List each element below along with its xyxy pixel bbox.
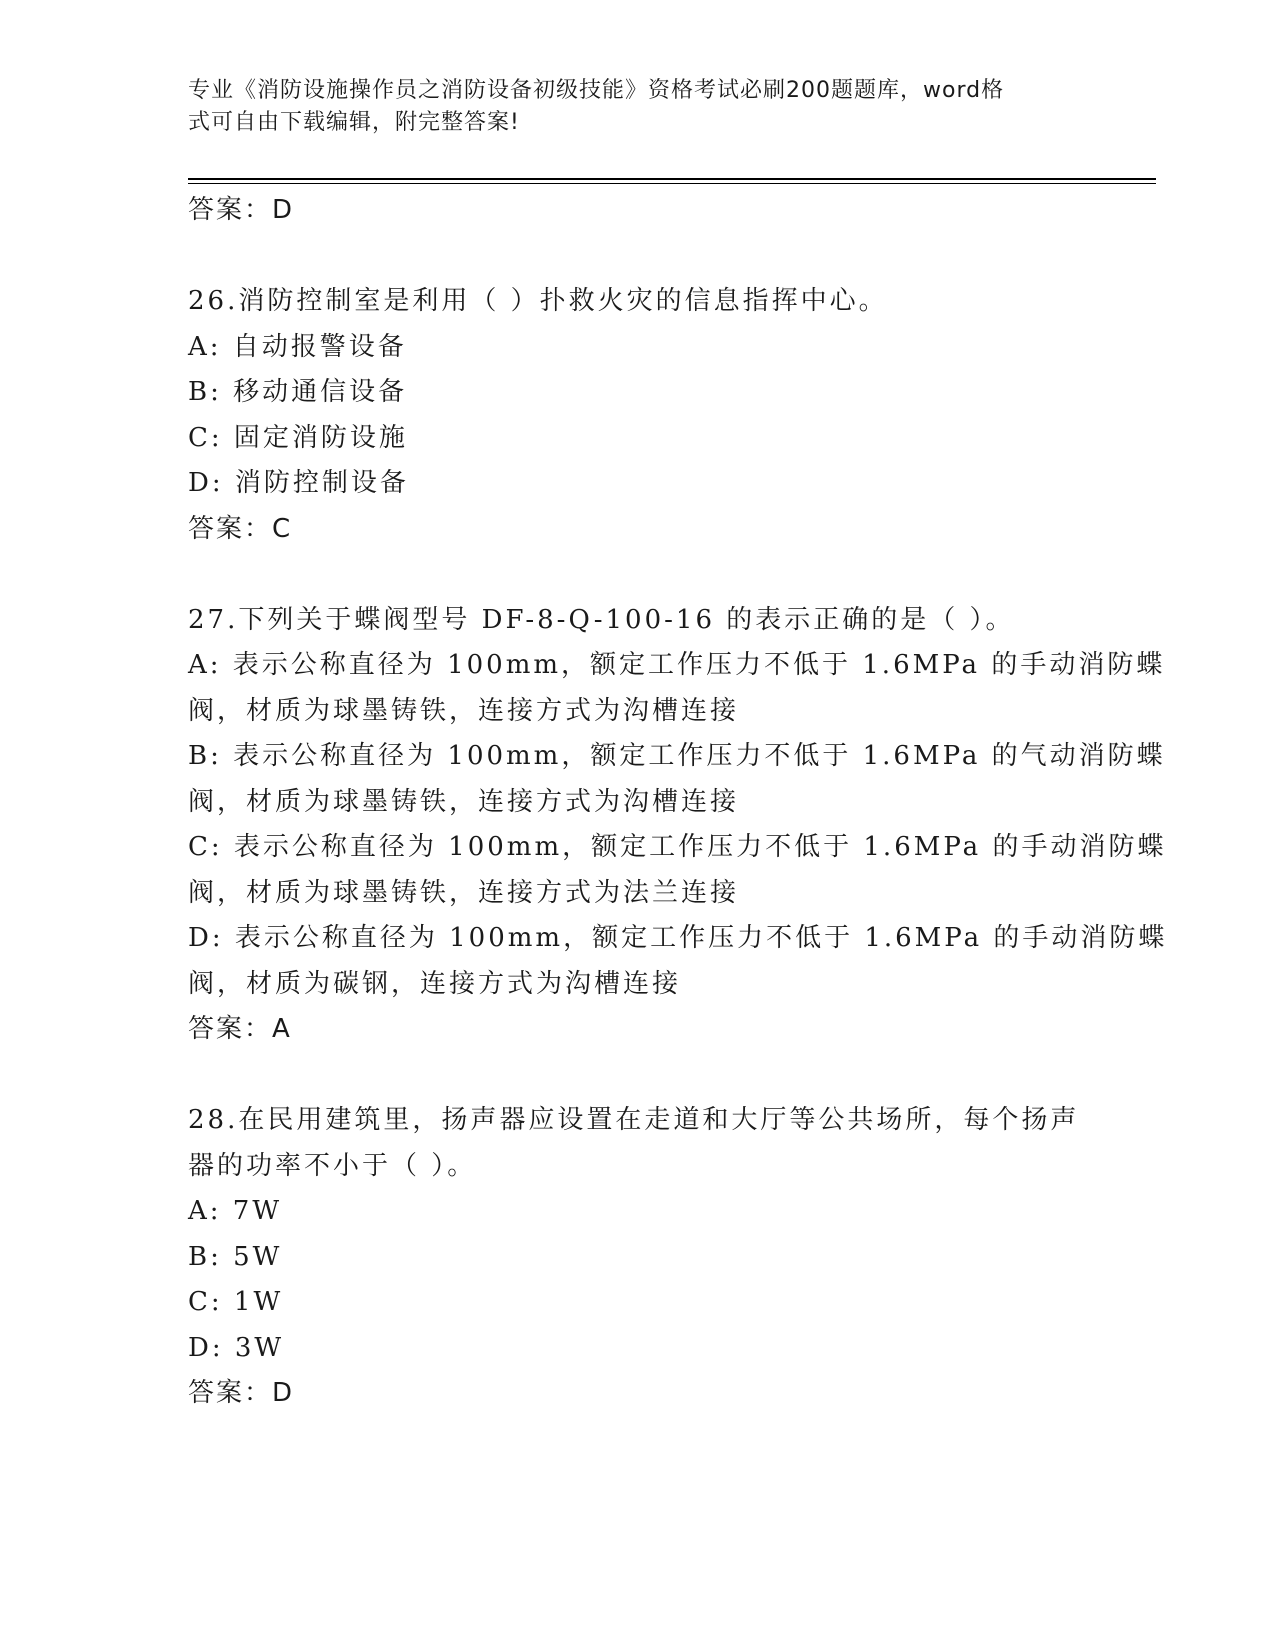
answer: 答案：A — [188, 1014, 292, 1044]
option-a: A: 自动报警设备 — [188, 331, 407, 362]
option-a-line-1: A: 表示公称直径为 100mm，额定工作压力不低于 1.6MPa 的手动消防蝶 — [188, 650, 1166, 680]
option-d-line-2: 阀，材质为碳钢，连接方式为沟槽连接 — [188, 968, 682, 999]
spacer — [188, 1053, 1088, 1099]
header-line-2: 式可自由下载编辑，附完整答案! — [188, 110, 520, 135]
option-b: B: 5W — [188, 1241, 283, 1272]
question-list — [188, 188, 1168, 1417]
question-stem-line-2: 器的功率不小于（ ）。 — [188, 1150, 477, 1181]
header-rule-thin — [188, 183, 1156, 184]
option-d-line-1: D: 表示公称直径为 100mm，额定工作压力不低于 1.6MPa 的手动消防蝶 — [188, 923, 1168, 953]
document-header — [188, 75, 1078, 139]
question-stem-line-1: 28.在民用建筑里，扬声器应设置在走道和大厅等公共场所，每个扬声 — [188, 1105, 1080, 1135]
spacer — [188, 234, 1088, 280]
question-26 — [188, 279, 1088, 552]
option-c-line-1: C: 表示公称直径为 100mm，额定工作压力不低于 1.6MPa 的手动消防蝶 — [188, 832, 1167, 862]
option-a: A: 7W — [188, 1196, 283, 1226]
question-stem: 27.下列关于蝶阀型号 DF-8-Q-100-16 的表示正确的是（ ）。 — [188, 604, 1015, 635]
option-d: D: 3W — [188, 1332, 285, 1363]
question-28 — [188, 1098, 1088, 1417]
question-27 — [188, 598, 1168, 1053]
previous-answer: 答案：D — [188, 195, 295, 225]
option-b: B: 移动通信设备 — [188, 377, 408, 407]
option-b-line-2: 阀，材质为球墨铸铁，连接方式为沟槽连接 — [188, 786, 740, 817]
option-c: C: 固定消防设施 — [188, 422, 408, 453]
header-rule-thick — [188, 178, 1156, 180]
answer: 答案：D — [188, 1378, 295, 1408]
spacer — [188, 552, 1088, 598]
header-line-1: 专业《消防设施操作员之消防设备初级技能》资格考试必刷200题题库，word格 — [188, 78, 1005, 103]
option-a-line-2: 阀，材质为球墨铸铁，连接方式为沟槽连接 — [188, 695, 740, 726]
option-c: C: 1W — [188, 1287, 284, 1317]
answer: 答案：C — [188, 513, 293, 544]
option-b-line-1: B: 表示公称直径为 100mm，额定工作压力不低于 1.6MPa 的气动消防蝶 — [188, 741, 1166, 771]
option-d: D: 消防控制设备 — [188, 468, 409, 498]
option-c-line-2: 阀，材质为球墨铸铁，连接方式为法兰连接 — [188, 877, 740, 908]
question-stem: 26.消防控制室是利用（ ）扑救火灾的信息指挥中心。 — [188, 286, 888, 316]
